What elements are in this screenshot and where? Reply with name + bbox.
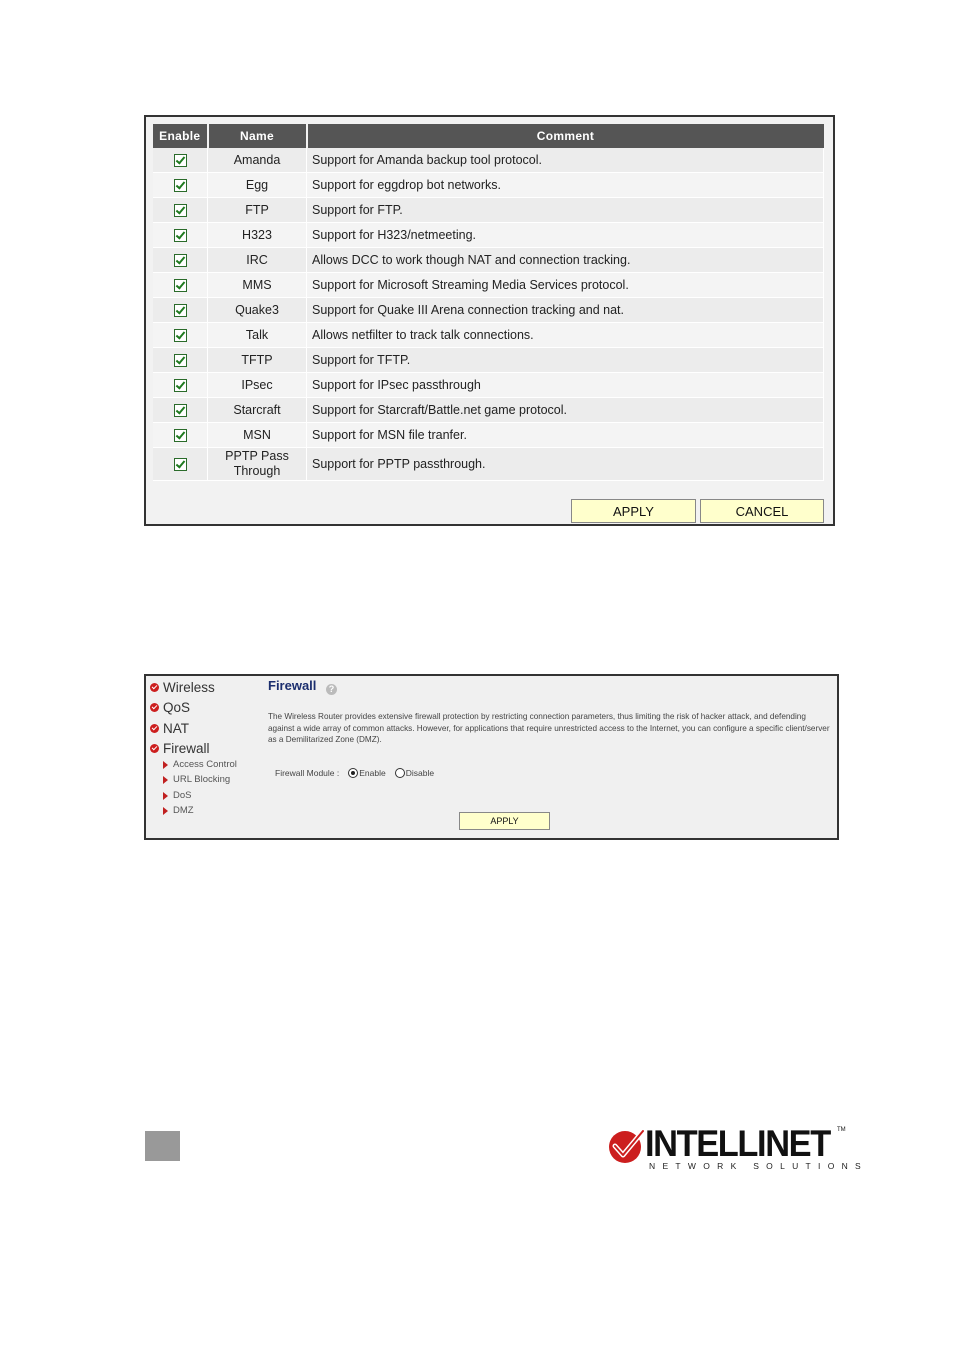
row-name: Starcraft — [208, 398, 307, 423]
check-bullet-icon — [150, 744, 159, 753]
sidebar-item-firewall[interactable] — [150, 741, 210, 756]
header-comment: Comment — [307, 124, 824, 148]
row-name-line1: PPTP Pass — [225, 449, 289, 463]
row-name: TFTP — [208, 348, 307, 373]
row-comment: Allows netfilter to track talk connections. — [307, 323, 824, 348]
enable-checkbox[interactable] — [174, 354, 187, 367]
sidebar-item-label: QoS — [163, 700, 191, 715]
table-row — [153, 298, 824, 323]
sidebar-item-qos[interactable] — [150, 700, 190, 715]
row-comment: Support for Quake III Arena connection tracking and nat. — [307, 298, 824, 323]
intellinet-logo — [607, 1123, 869, 1172]
row-comment: Support for eggdrop bot networks. — [307, 173, 824, 198]
enable-radio[interactable] — [348, 768, 358, 778]
alg-table — [153, 124, 824, 481]
header-enable: Enable — [153, 124, 208, 148]
cancel-button[interactable]: CANCEL — [700, 499, 824, 523]
table-row — [153, 148, 824, 173]
logo-wordmark: INTELLINET — [645, 1123, 830, 1164]
row-comment: Support for Microsoft Streaming Media Services protocol. — [307, 273, 824, 298]
enable-checkbox[interactable] — [174, 404, 187, 417]
row-name: FTP — [208, 198, 307, 223]
enable-checkbox[interactable] — [174, 429, 187, 442]
disable-radio-label: Disable — [405, 768, 435, 778]
enable-radio-label: Enable — [359, 768, 386, 778]
row-comment: Support for Amanda backup tool protocol. — [307, 148, 824, 173]
apply-button[interactable]: APPLY — [571, 499, 696, 523]
alg-panel — [144, 115, 835, 526]
enable-checkbox[interactable] — [174, 154, 187, 167]
row-comment: Support for H323/netmeeting. — [307, 223, 824, 248]
row-comment: Support for PPTP passthrough. — [307, 448, 824, 481]
table-row — [153, 198, 824, 223]
row-name: Egg — [208, 173, 307, 198]
sidebar-item-wireless[interactable] — [150, 680, 215, 695]
sidebar-subitem-url-blocking[interactable] — [163, 774, 230, 785]
firewall-panel — [144, 674, 839, 840]
row-name — [208, 448, 307, 481]
sidebar — [146, 676, 261, 838]
row-name: IPsec — [208, 373, 307, 398]
table-row — [153, 323, 824, 348]
page-number-block — [145, 1131, 180, 1161]
table-header-row — [153, 124, 824, 148]
page-description: The Wireless Router provides extensive firewall protection by restricting connection parameters, thus limiting the risk of hacker attack, and defending against a wide array of common attacks. However, for applications that require unrestricted access to the Internet, you can configure a specific client/server as a Demilitarized Zone (DMZ). — [268, 712, 830, 744]
enable-checkbox[interactable] — [174, 458, 187, 471]
table-row — [153, 348, 824, 373]
row-name-line2: Through — [233, 464, 281, 478]
table-row — [153, 373, 824, 398]
table-row — [153, 223, 824, 248]
check-bullet-icon — [150, 683, 159, 692]
table-row — [153, 398, 824, 423]
row-name: Quake3 — [208, 298, 307, 323]
table-row — [153, 273, 824, 298]
row-name: Amanda — [208, 148, 307, 173]
triangle-right-icon — [163, 761, 168, 769]
row-name: H323 — [208, 223, 307, 248]
triangle-right-icon — [163, 792, 168, 800]
triangle-right-icon — [163, 776, 168, 784]
enable-checkbox[interactable] — [174, 304, 187, 317]
row-comment: Support for Starcraft/Battle.net game protocol. — [307, 398, 824, 423]
sidebar-item-label: NAT — [163, 721, 189, 736]
triangle-right-icon — [163, 807, 168, 815]
table-row — [153, 423, 824, 448]
table-row — [153, 248, 824, 273]
header-name: Name — [208, 124, 307, 148]
sidebar-subitem-dmz[interactable] — [163, 805, 194, 816]
logo-trademark: TM — [837, 1127, 846, 1133]
firewall-module-label: Firewall Module : — [275, 768, 340, 778]
logo-tagline: NETWORK SOLUTIONS — [649, 1161, 869, 1171]
row-comment: Support for IPsec passthrough — [307, 373, 824, 398]
enable-checkbox[interactable] — [174, 254, 187, 267]
enable-checkbox[interactable] — [174, 229, 187, 242]
sidebar-item-label: Wireless — [163, 680, 215, 695]
row-comment: Support for TFTP. — [307, 348, 824, 373]
sidebar-subitem-label: DoS — [173, 790, 192, 801]
enable-checkbox[interactable] — [174, 379, 187, 392]
row-comment: Support for MSN file tranfer. — [307, 423, 824, 448]
check-bullet-icon — [150, 703, 159, 712]
sidebar-item-nat[interactable] — [150, 721, 189, 736]
checkmark-logo-icon — [607, 1127, 645, 1165]
help-icon[interactable]: ? — [326, 684, 337, 695]
row-comment: Support for FTP. — [307, 198, 824, 223]
sidebar-item-label: Firewall — [163, 741, 210, 756]
row-comment: Allows DCC to work though NAT and connection tracking. — [307, 248, 824, 273]
disable-radio[interactable] — [395, 768, 405, 778]
table-row — [153, 173, 824, 198]
sidebar-subitem-label: DMZ — [173, 805, 194, 816]
enable-checkbox[interactable] — [174, 279, 187, 292]
sidebar-subitem-dos[interactable] — [163, 790, 191, 801]
table-row — [153, 448, 824, 481]
row-name: IRC — [208, 248, 307, 273]
row-name: MSN — [208, 423, 307, 448]
enable-checkbox[interactable] — [174, 204, 187, 217]
row-name: Talk — [208, 323, 307, 348]
enable-checkbox[interactable] — [174, 329, 187, 342]
page-title: Firewall — [268, 678, 317, 693]
sidebar-subitem-label: URL Blocking — [173, 774, 231, 785]
row-name: MMS — [208, 273, 307, 298]
firewall-apply-button[interactable]: APPLY — [459, 812, 550, 830]
sidebar-subitem-access-control[interactable] — [163, 759, 237, 770]
check-bullet-icon — [150, 724, 159, 733]
firewall-module-row — [275, 768, 434, 778]
sidebar-subitem-label: Access Control — [173, 759, 237, 770]
enable-checkbox[interactable] — [174, 179, 187, 192]
